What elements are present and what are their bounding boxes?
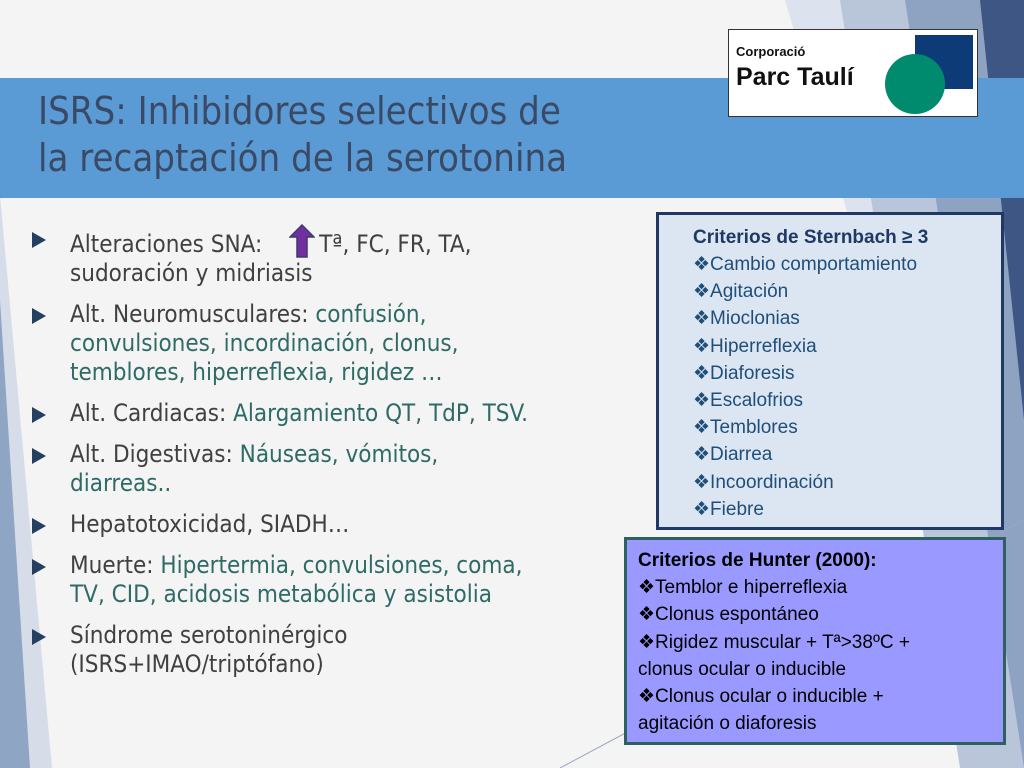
bullet-item (32, 510, 682, 539)
title-line-2: la recaptación de la serotonina (38, 136, 568, 180)
sternbach-title: Criterios de Sternbach ≥ 3 (693, 227, 929, 248)
bullet-detail: diarreas.. (70, 469, 172, 497)
bullet-label: Muerte: (70, 551, 154, 579)
logo-text-big: Parc Taulí (736, 63, 854, 91)
criteria-item: ❖Agitación (693, 281, 789, 303)
criteria-item: ❖Clonus espontáneo (638, 604, 819, 626)
bullet-detail: Hipertermia, convulsiones, coma, (160, 551, 523, 579)
triangle-bullet-icon (32, 448, 46, 464)
diamond-bullet-icon: ❖ (693, 308, 711, 330)
up-arrow-icon (289, 224, 315, 258)
bullet-label: Síndrome serotoninérgico (70, 621, 348, 649)
criteria-item: ❖Escalofrios (693, 390, 803, 412)
bullet-detail: Náuseas, vómitos, (239, 440, 439, 468)
diamond-bullet-icon: ❖ (693, 390, 711, 412)
bullet-label: Alt. Cardiacas: (70, 399, 227, 427)
bullet-detail: Tª, FC, FR, TA, (319, 230, 472, 258)
triangle-bullet-icon (32, 518, 46, 534)
criteria-item: ❖Temblores (693, 417, 798, 439)
diamond-bullet-icon: ❖ (638, 686, 656, 708)
title-line-1: ISRS: Inhibidores selectivos de (38, 89, 561, 133)
triangle-bullet-icon (32, 559, 46, 575)
bullet-label: Alt. Neuromusculares: (70, 300, 309, 328)
diamond-bullet-icon: ❖ (693, 281, 711, 303)
criteria-item: ❖Incoordinación (693, 471, 834, 493)
slide-title (38, 88, 728, 182)
diamond-bullet-icon: ❖ (693, 471, 711, 493)
diamond-bullet-icon: ❖ (693, 335, 711, 357)
bullet-detail: convulsiones, incordinación, clonus, (70, 329, 459, 357)
criteria-item: ❖Temblor e hiperreflexia (638, 577, 848, 599)
diamond-bullet-icon: ❖ (693, 254, 711, 275)
diamond-bullet-icon: ❖ (693, 362, 711, 384)
bullet-item (32, 621, 682, 679)
bullet-item (32, 224, 682, 288)
triangle-bullet-icon (32, 232, 46, 248)
bullet-label: Hepatotoxicidad, SIADH… (70, 510, 350, 538)
bullet-detail: confusión, (315, 300, 427, 328)
criteria-item: ❖Diarrea (693, 444, 773, 466)
diamond-bullet-icon: ❖ (638, 604, 656, 626)
criteria-item: ❖Fiebre (693, 498, 764, 520)
bullet-detail: Alargamiento QT, TdP, TSV. (233, 399, 528, 427)
criteria-item-continuation: agitación o diaforesis (638, 713, 817, 735)
hunter-title: Criterios de Hunter (2000): (638, 550, 877, 571)
bullet-detail: sudoración y midriasis (70, 259, 313, 287)
criteria-item: ❖Mioclonias (693, 308, 800, 330)
bullet-label: Alt. Digestivas: (70, 440, 233, 468)
bullet-list (32, 224, 682, 691)
triangle-bullet-icon (32, 308, 46, 324)
triangle-bullet-icon (32, 407, 46, 423)
bullet-item (32, 551, 682, 609)
criteria-item-continuation: clonus ocular o inducible (638, 658, 847, 680)
diamond-bullet-icon: ❖ (693, 498, 711, 520)
criteria-item: ❖Clonus ocular o inducible + (638, 686, 884, 708)
sternbach-criteria-box (656, 212, 1004, 530)
hunter-criteria-box (624, 537, 1006, 745)
criteria-item: ❖Diaforesis (693, 362, 795, 384)
bullet-item (32, 440, 682, 498)
bullet-label: Alteraciones SNA: (70, 230, 263, 258)
criteria-item: ❖Cambio comportamiento (693, 254, 918, 275)
diamond-bullet-icon: ❖ (693, 444, 711, 466)
bullet-detail: temblores, hiperreflexia, rigidez … (70, 358, 443, 386)
diamond-bullet-icon: ❖ (638, 631, 656, 653)
logo-text-small: Corporació (736, 44, 806, 59)
triangle-bullet-icon (32, 629, 46, 645)
logo-circle-icon (885, 54, 945, 114)
diamond-bullet-icon: ❖ (693, 417, 711, 439)
bullet-item (32, 300, 682, 387)
bullet-label: (ISRS+IMAO/triptófano) (70, 650, 324, 678)
criteria-item: ❖Rigidez muscular + Tª>38ºC + (638, 631, 910, 653)
parc-tauli-logo (728, 29, 978, 117)
bullet-item (32, 399, 682, 428)
diamond-bullet-icon: ❖ (638, 577, 656, 599)
criteria-item: ❖Hiperreflexia (693, 335, 817, 357)
bullet-detail: TV, CID, acidosis metabólica y asistolia (70, 580, 492, 608)
